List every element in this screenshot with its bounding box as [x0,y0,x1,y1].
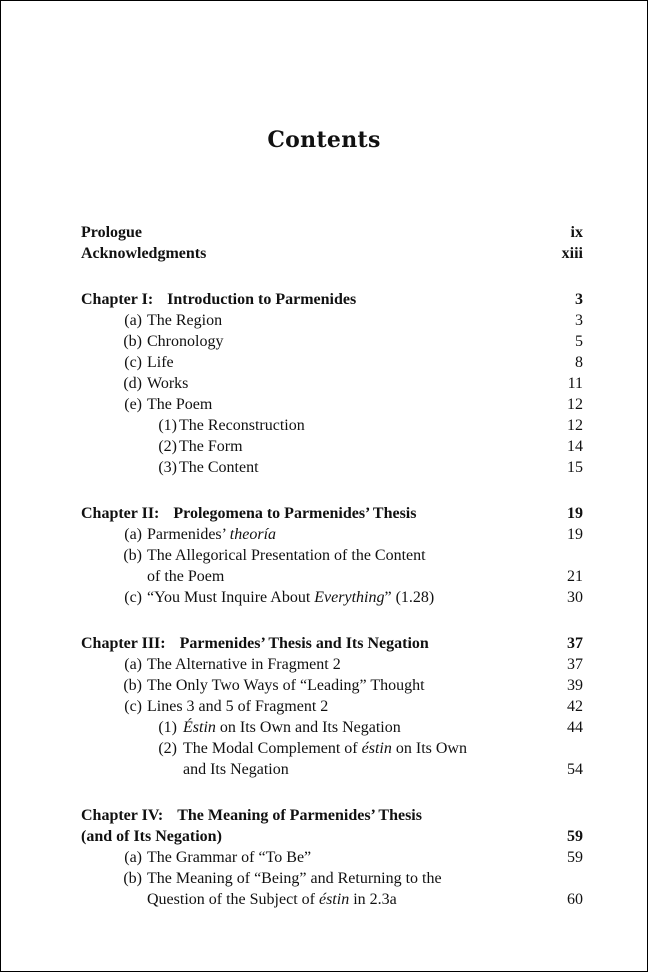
chapter-heading: Chapter IV: The Meaning of Parmenides’ Thesis [81,807,422,824]
subsection-number: (1) [158,417,177,434]
toc-subsection[interactable] [81,436,583,457]
subsection-title: The Form [179,438,243,455]
toc-chapter-2[interactable] [81,503,583,524]
subsection-title: The Modal Complement of éstin on Its Own [183,740,467,757]
section-number: (c) [124,698,142,715]
toc-subsection[interactable] [81,738,583,759]
toc-section[interactable] [81,352,583,373]
entry-label: Prologue [81,224,143,241]
toc-chapter-4[interactable] [81,805,583,826]
toc-section[interactable] [81,394,583,415]
table-of-contents [1,1,647,971]
section-title: Parmenides’ theoría [147,526,277,543]
page-number: 37 [567,635,583,652]
subsection-title: The Reconstruction [179,417,305,434]
section-number: (a) [124,312,142,329]
toc-section[interactable] [81,868,583,889]
toc-section[interactable] [81,847,583,868]
section-title-continued: of the Poem [147,568,225,585]
page-number: 3 [575,291,583,308]
page-number: 14 [567,438,583,455]
page-number: 44 [567,719,583,736]
toc-section[interactable] [81,545,583,566]
toc-section[interactable] [81,696,583,717]
toc-section[interactable] [81,310,583,331]
section-title: The Region [147,312,223,329]
section-title: The Allegorical Presentation of the Content [147,547,426,564]
page-number: 37 [567,656,583,673]
page-number: 12 [567,417,583,434]
subsection-number: (3) [158,459,177,476]
toc-section-continuation[interactable] [81,566,583,587]
toc-chapter-1[interactable] [81,289,583,310]
section-title: “You Must Inquire About Everything” (1.28) [147,589,435,606]
section-number: (b) [123,870,142,887]
page-number: 8 [575,354,583,371]
subsection-number: (2) [158,438,177,455]
chapter-heading: Chapter II: Prolegomena to Parmenides’ Thesis [81,505,417,522]
toc-section[interactable] [81,331,583,352]
toc-chapter-3[interactable] [81,633,583,654]
section-title-continued: Question of the Subject of éstin in 2.3a [147,891,397,908]
subsection-title: The Content [179,459,259,476]
section-title: Works [147,375,189,392]
page-number: 12 [567,396,583,413]
section-number: (c) [124,354,142,371]
toc-section[interactable] [81,654,583,675]
section-number: (d) [123,375,142,392]
section-title: Lines 3 and 5 of Fragment 2 [147,698,329,715]
page-title: Contents [267,127,381,153]
section-title: The Alternative in Fragment 2 [147,656,341,673]
page-number: 59 [567,849,583,866]
page-number: 42 [567,698,583,715]
page-number: 19 [567,526,583,543]
toc-section[interactable] [81,524,583,545]
entry-label: Acknowledgments [81,245,207,262]
toc-section-continuation[interactable] [81,889,583,910]
chapter-heading: Chapter I: Introduction to Parmenides [81,291,357,308]
section-title: Life [147,354,174,371]
subsection-number: (1) [158,719,177,736]
toc-entry-prologue[interactable] [81,222,583,243]
toc-subsection-continuation[interactable] [81,759,583,780]
section-number: (b) [123,677,142,694]
page-number: 30 [567,589,583,606]
section-title: The Meaning of “Being” and Returning to the [147,870,442,887]
chapter-heading-continued: (and of Its Negation) [81,828,222,845]
section-number: (b) [123,333,142,350]
chapter-heading: Chapter III: Parmenides’ Thesis and Its Negation [81,635,429,652]
section-title: The Poem [147,396,213,413]
subsection-title: Éstin on Its Own and Its Negation [183,719,401,736]
section-number: (b) [123,547,142,564]
toc-section[interactable] [81,675,583,696]
page-number: 60 [567,891,583,908]
subsection-number: (2) [158,740,177,757]
toc-subsection[interactable] [81,457,583,478]
toc-section[interactable] [81,373,583,394]
page-number: 3 [575,312,583,329]
toc-chapter-4-continuation[interactable] [81,826,583,847]
section-number: (a) [124,656,142,673]
section-title: The Grammar of “To Be” [147,849,312,866]
toc-subsection[interactable] [81,415,583,436]
page-number: 21 [567,568,583,585]
subsection-title-continued: and Its Negation [183,761,289,778]
page-number: 59 [567,828,583,845]
section-number: (a) [124,526,142,543]
toc-section[interactable] [81,587,583,608]
page-number: 54 [567,761,583,778]
toc-subsection[interactable] [81,717,583,738]
page-number: ix [570,224,583,241]
page-number: 39 [567,677,583,694]
section-title: Chronology [147,333,224,350]
section-number: (c) [124,589,142,606]
page-number: 11 [567,375,583,392]
section-number: (e) [124,396,142,413]
section-number: (a) [124,849,142,866]
toc-entry-acknowledgments[interactable] [81,243,583,264]
page-number: 5 [575,333,583,350]
page-number: 15 [567,459,583,476]
page-number: 19 [567,505,583,522]
section-title: The Only Two Ways of “Leading” Thought [147,677,425,694]
page-number: xiii [561,245,583,262]
